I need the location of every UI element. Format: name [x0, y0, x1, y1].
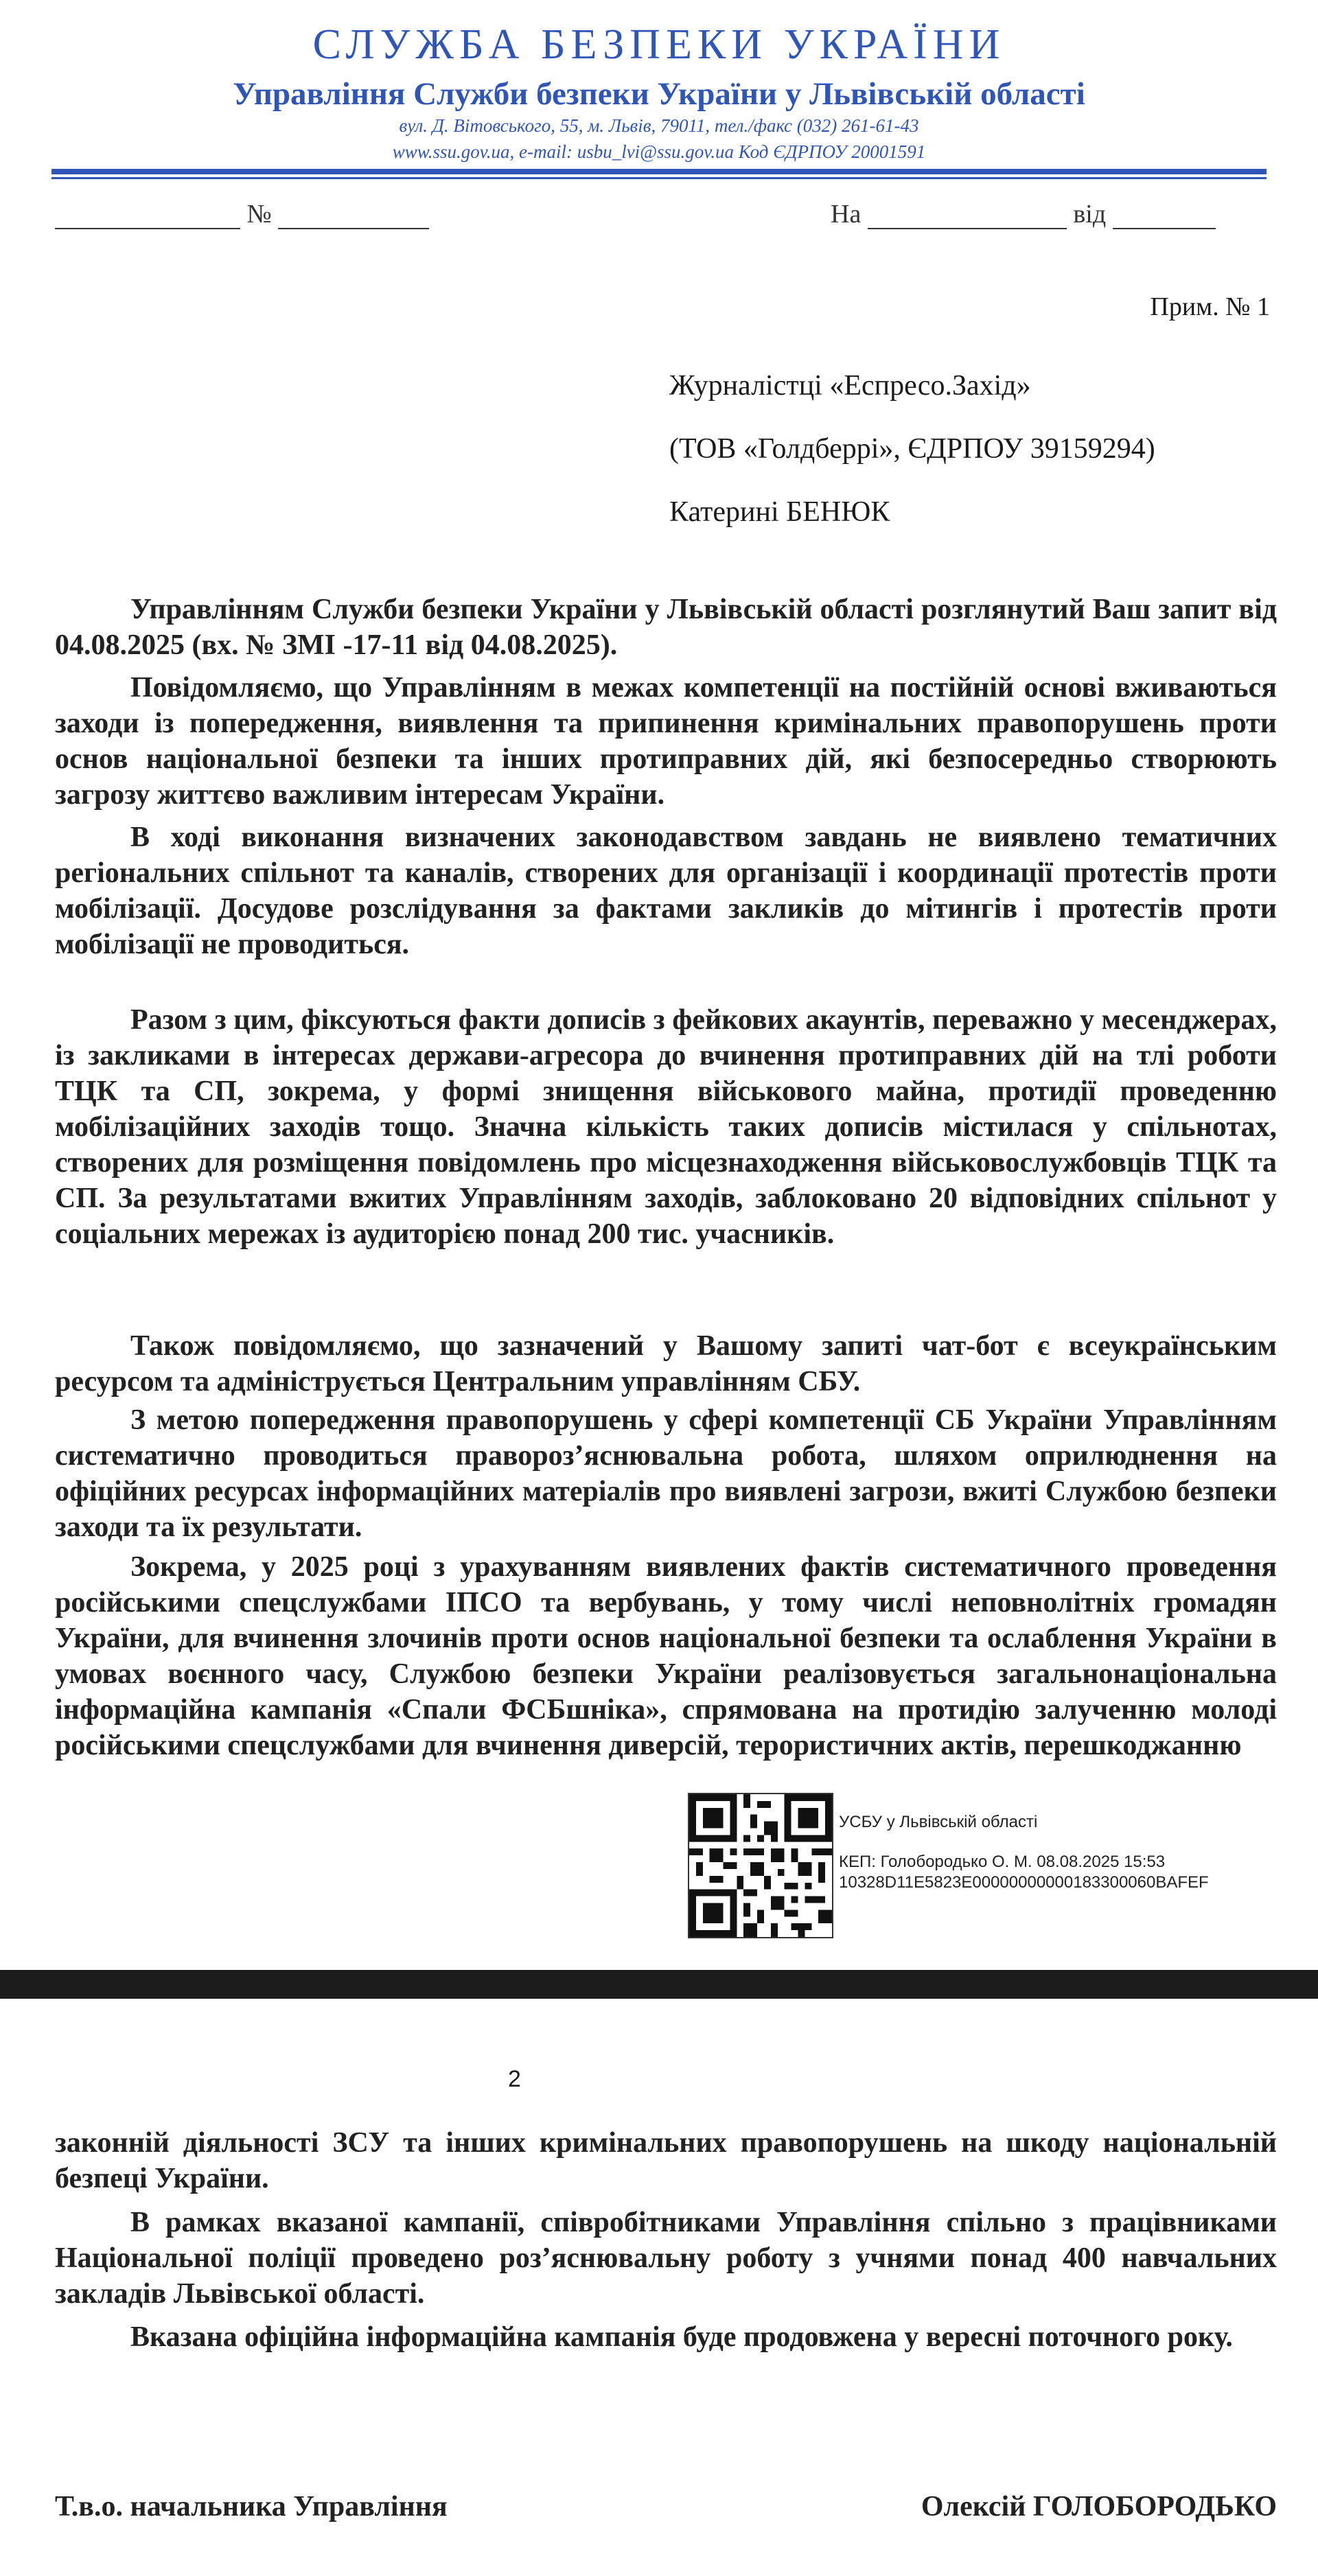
- header-rule-thick: [51, 169, 1267, 174]
- addressee-line-1: Журналістці «Еспресо.Захід»: [669, 370, 1031, 402]
- from-label: від: [1073, 200, 1107, 229]
- blank-line: [278, 205, 429, 229]
- digital-signature-stamp: [839, 1812, 1278, 1922]
- addressee-line-3: Катерині БЕНЮК: [669, 496, 890, 528]
- stamp-line-3: 10328D11E5823E00000000000183300060BAFEF: [839, 1873, 1209, 1892]
- number-label: №: [246, 200, 272, 229]
- qr-code-icon: [688, 1793, 833, 1938]
- paragraph: Зокрема, у 2025 році з урахуванням виявлених фактів систематичного проведення російськими спецслужбами ІПСО та вербувань, у тому числі неповнолітніх громадян України, для вчинення злочинів проти основ національної безпеки та ослаблення України в умовах воєнного часу, Службою безпеки України реалізовується загальнонаціональна інформаційна кампанія «Спали ФСБшніка», спрямована на протидію залученню молоді російськими спецслужбами для вчинення диверсій, терористичних актів, перешкоджанню: [55, 1551, 1277, 1761]
- paragraph: законній діяльності ЗСУ та інших кримінальних правопорушень на шкоду національній безпеці України.: [55, 2127, 1277, 2194]
- header-rule-thin: [51, 177, 1267, 179]
- paragraph: З метою попередження правопорушень у сфері компетенції СБ України Управлінням систематично проводиться правороз’яснювальна робота, шляхом оприлюднення на офіційних ресурсах інформаційних матеріалів про виявлені загрози, вжиті Службою безпеки заходи та їх результати.: [55, 1404, 1277, 1543]
- page-number: 2: [508, 2066, 521, 2092]
- paragraph: Управлінням Служби безпеки України у Львівській області розглянутий Ваш запит від 04.08.2025 (вх. № ЗМІ -17-11 від 04.08.2025).: [55, 594, 1277, 661]
- paragraph: Повідомляємо, що Управлінням в межах компетенції на постійній основі вживаються заходи із попередження, виявлення та припинення кримінальних правопорушень проти основ національної безпеки та інших протиправних дій, які безпосередньо створюють загрозу життєво важливим інтересам України.: [55, 672, 1277, 811]
- agency-address: вул. Д. Вітовського, 55, м. Львів, 79011, тел./факс (032) 261-61-43: [399, 115, 919, 136]
- signatory-name: Олексій ГОЛОБОРОДЬКО: [921, 2491, 1277, 2522]
- paragraph: Разом з цим, фіксуються факти дописів з фейкових акаунтів, переважно у месенджерах, із закликами в інтересах держави-агресора до вчинення протиправних дій на тлі роботи ТЦК та СП, зокрема, у формі знищення військового майна, протидії проведенню мобілізаційних заходів тощо. Значна кількість таких дописів містилася у спільнотах, створених для розміщення повідомлень про місцезнаходження військовослужбовців ТЦК та СП. За результатами вжитих Управлінням заходів, заблоковано 20 відповідних спільнот у соціальних мережах із аудиторією понад 200 тис. учасників.: [55, 1004, 1277, 1250]
- paragraph: В ході виконання визначених законодавством завдань не виявлено тематичних регіональних спільнот та каналів, створених для організації і координації протестів проти мобілізації. Досудове розслідування за фактами закликів до мітингів і протестів проти мобілізації не проводиться.: [55, 822, 1277, 960]
- agency-title: СЛУЖБА БЕЗПЕКИ УКРАЇНИ: [312, 21, 1006, 68]
- paragraph: Вказана офіційна інформаційна кампанія буде продовжена у вересні поточного року.: [130, 2321, 1233, 2353]
- stamp-line-2: КЕП: Голобородько О. М. 08.08.2025 15:53: [839, 1853, 1166, 1871]
- blank-line: [868, 205, 1067, 229]
- registration-number-field: [55, 199, 429, 229]
- annex-label: Прим. № 1: [1150, 292, 1270, 321]
- paragraph: В рамках вказаної кампанії, співробітниками Управління спільно з працівниками Національної поліції проведено роз’яснювальну роботу з учнями понад 400 навчальних закладів Львівської області.: [55, 2207, 1277, 2310]
- stamp-line-1: УСБУ у Львівській області: [839, 1813, 1038, 1831]
- reply-label: На: [831, 200, 862, 229]
- signatory-position: Т.в.о. начальника Управління: [55, 2491, 448, 2522]
- agency-contacts: www.ssu.gov.ua, e-mail: usbu_lvi@ssu.gov.ua Код ЄДРПОУ 20001591: [392, 141, 926, 162]
- blank-line: [1113, 205, 1216, 229]
- paragraph: Також повідомляємо, що зазначений у Вашому запиті чат-бот є всеукраїнським ресурсом та адмініструється Центральним управлінням СБУ.: [55, 1330, 1277, 1397]
- agency-subtitle: Управління Служби безпеки України у Львівській області: [233, 76, 1085, 112]
- blank-line: [55, 205, 240, 229]
- letter-page-2: [0, 1999, 1318, 2576]
- page-separator: [0, 1970, 1318, 1999]
- addressee-line-2: (ТОВ «Голдберрі», ЄДРПОУ 39159294): [669, 433, 1155, 465]
- reply-to-field: [831, 199, 1216, 229]
